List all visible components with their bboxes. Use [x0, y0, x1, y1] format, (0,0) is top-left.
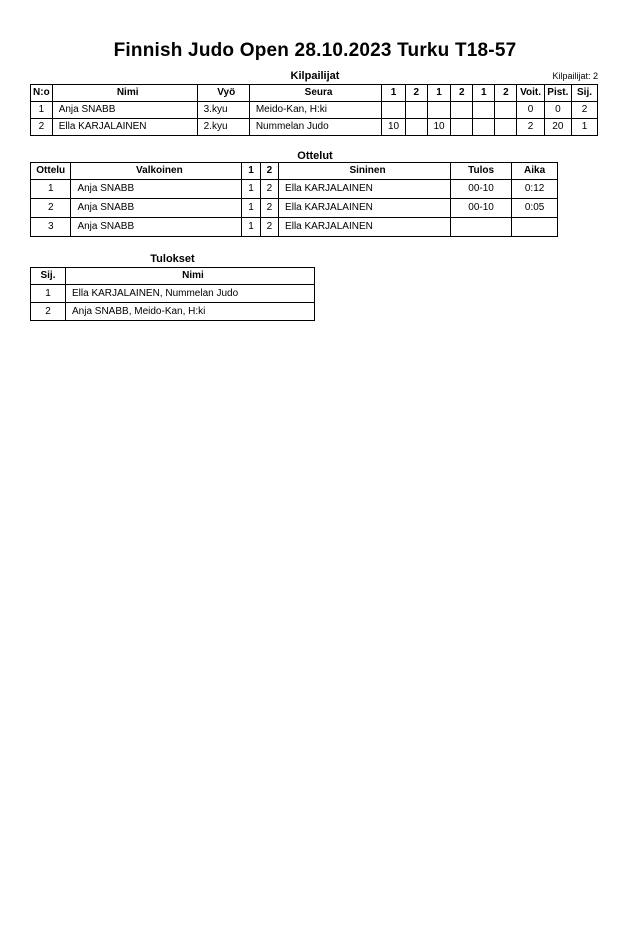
- cell-white: Anja SNABB: [71, 218, 242, 237]
- cell-rank: 2: [572, 102, 598, 119]
- cell-result: 00-10: [450, 199, 511, 218]
- col-result-name: Nimi: [66, 268, 315, 285]
- competitors-section: [0, 71, 630, 136]
- table-header-row: [31, 85, 598, 102]
- col-match-4: 2: [451, 85, 473, 102]
- competitors-table: [30, 84, 598, 136]
- cell-score-2: 2: [260, 218, 278, 237]
- cell-match-3: 10: [427, 119, 450, 136]
- table-row: [31, 285, 315, 303]
- col-white: Valkoinen: [71, 163, 242, 180]
- cell-result: [450, 218, 511, 237]
- cell-no: 2: [31, 119, 53, 136]
- cell-match-1: [382, 102, 405, 119]
- cell-rank: 1: [572, 119, 598, 136]
- table-row: [31, 303, 315, 321]
- col-time: Aika: [512, 163, 558, 180]
- competitors-count: Kilpailijat: 2: [552, 71, 598, 81]
- cell-wins: 0: [517, 102, 544, 119]
- col-name: Nimi: [52, 85, 197, 102]
- cell-match-5: [473, 102, 495, 119]
- cell-match-no: 2: [31, 199, 71, 218]
- col-match-no: Ottelu: [31, 163, 71, 180]
- cell-points: 20: [544, 119, 571, 136]
- col-match-1: 1: [382, 85, 405, 102]
- cell-time: 0:12: [512, 180, 558, 199]
- col-score-1: 1: [242, 163, 260, 180]
- cell-result-name: Ella KARJALAINEN, Nummelan Judo: [66, 285, 315, 303]
- cell-blue: Ella KARJALAINEN: [279, 199, 451, 218]
- col-match-2: 2: [405, 85, 427, 102]
- cell-match-4: [451, 102, 473, 119]
- cell-no: 1: [31, 102, 53, 119]
- col-no: N:o: [31, 85, 53, 102]
- cell-wins: 2: [517, 119, 544, 136]
- cell-result-name: Anja SNABB, Meido-Kan, H:ki: [66, 303, 315, 321]
- cell-match-5: [473, 119, 495, 136]
- cell-score-1: 1: [242, 218, 260, 237]
- page-title: Finnish Judo Open 28.10.2023 Turku T18-57: [113, 40, 517, 61]
- cell-score-1: 1: [242, 199, 260, 218]
- matches-table: [30, 162, 558, 237]
- cell-blue: Ella KARJALAINEN: [279, 218, 451, 237]
- col-club: Seura: [249, 85, 382, 102]
- table-row: [31, 180, 558, 199]
- cell-result: 00-10: [450, 180, 511, 199]
- col-belt: Vyö: [197, 85, 249, 102]
- table-header-row: [31, 268, 315, 285]
- cell-white: Anja SNABB: [71, 199, 242, 218]
- col-score-2: 2: [260, 163, 278, 180]
- col-rank: Sij.: [572, 85, 598, 102]
- table-row: [31, 102, 598, 119]
- cell-blue: Ella KARJALAINEN: [279, 180, 451, 199]
- col-wins: Voit.: [517, 85, 544, 102]
- col-result-rank: Sij.: [31, 268, 66, 285]
- cell-name: Anja SNABB: [52, 102, 197, 119]
- cell-match-4: [451, 119, 473, 136]
- col-match-5: 1: [473, 85, 495, 102]
- table-row: [31, 119, 598, 136]
- cell-name: Ella KARJALAINEN: [52, 119, 197, 136]
- cell-match-6: [495, 119, 517, 136]
- cell-match-6: [495, 102, 517, 119]
- competitors-heading: Kilpailijat: [290, 70, 340, 82]
- cell-match-1: 10: [382, 119, 405, 136]
- cell-points: 0: [544, 102, 571, 119]
- cell-time: 0:05: [512, 199, 558, 218]
- results-heading: Tulokset: [150, 253, 195, 265]
- cell-match-2: [405, 102, 427, 119]
- cell-result-rank: 1: [31, 285, 66, 303]
- cell-belt: 3.kyu: [197, 102, 249, 119]
- cell-white: Anja SNABB: [71, 180, 242, 199]
- results-section: [0, 253, 630, 321]
- cell-match-3: [427, 102, 450, 119]
- col-match-6: 2: [495, 85, 517, 102]
- cell-belt: 2.kyu: [197, 119, 249, 136]
- cell-match-no: 3: [31, 218, 71, 237]
- col-result: Tulos: [450, 163, 511, 180]
- cell-score-2: 2: [260, 199, 278, 218]
- cell-time: [512, 218, 558, 237]
- matches-section: [0, 150, 630, 237]
- col-blue: Sininen: [279, 163, 451, 180]
- matches-heading: Ottelut: [297, 150, 333, 162]
- table-header-row: [31, 163, 558, 180]
- document-page: [0, 40, 630, 931]
- col-points: Pist.: [544, 85, 571, 102]
- cell-score-1: 1: [242, 180, 260, 199]
- table-row: [31, 199, 558, 218]
- table-row: [31, 218, 558, 237]
- cell-score-2: 2: [260, 180, 278, 199]
- results-table: [30, 267, 315, 321]
- col-match-3: 1: [427, 85, 450, 102]
- cell-result-rank: 2: [31, 303, 66, 321]
- cell-club: Meido-Kan, H:ki: [249, 102, 382, 119]
- cell-match-no: 1: [31, 180, 71, 199]
- cell-club: Nummelan Judo: [249, 119, 382, 136]
- cell-match-2: [405, 119, 427, 136]
